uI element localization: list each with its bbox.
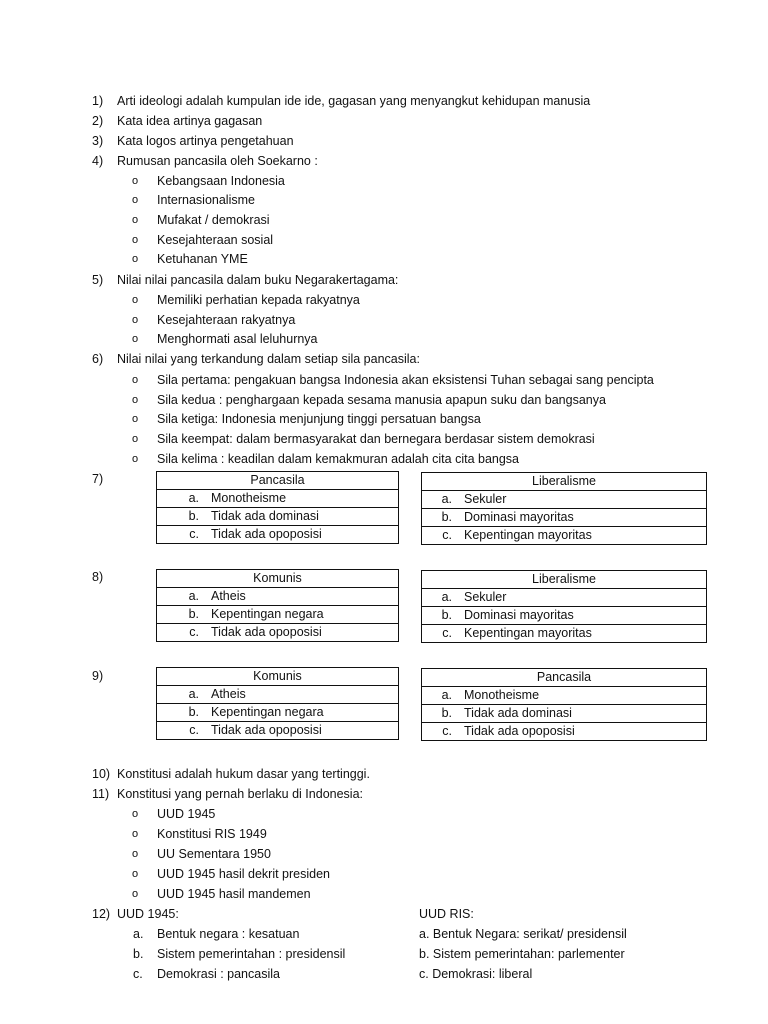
row-letter: b. bbox=[133, 947, 144, 961]
right-row-text: b. Sistem pemerintahan: parlementer bbox=[419, 947, 625, 961]
row-text: Kepentingan mayoritas bbox=[464, 528, 592, 542]
bullet-icon: o bbox=[132, 394, 139, 406]
item-number: 4) bbox=[92, 154, 104, 168]
table-row bbox=[422, 527, 707, 545]
table-row bbox=[422, 509, 707, 527]
item-text: Nilai nilai yang terkandung dalam setiap sila pancasila: bbox=[117, 352, 420, 366]
row-text: Tidak ada dominasi bbox=[211, 509, 319, 523]
table-row bbox=[157, 722, 399, 740]
item-text: Rumusan pancasila oleh Soekarno : bbox=[117, 154, 318, 168]
row-letter: a. bbox=[441, 492, 452, 506]
table-row bbox=[157, 704, 399, 722]
row-letter: a. bbox=[441, 590, 452, 604]
item-text: Arti ideologi adalah kumpulan ide ide, gagasan yang menyangkut kehidupan manusia bbox=[117, 94, 591, 108]
row-letter: c. bbox=[442, 528, 452, 542]
row-letter: b. bbox=[188, 607, 199, 621]
bullet-text: Ketuhanan YME bbox=[157, 252, 248, 266]
bullet-text: Sila keempat: dalam bermasyarakat dan bernegara berdasar sistem demokrasi bbox=[157, 432, 595, 446]
row-letter: c. bbox=[189, 527, 199, 541]
table-row bbox=[157, 606, 399, 624]
table-row bbox=[157, 526, 399, 544]
right-row-text: a. Bentuk Negara: serikat/ presidensil bbox=[419, 927, 627, 941]
comparison-table-right bbox=[421, 570, 707, 643]
comparison-table-right bbox=[421, 668, 707, 741]
row-text: Tidak ada opoposisi bbox=[211, 723, 322, 737]
row-text: Sistem pemerintahan : presidensil bbox=[157, 947, 346, 961]
row-text: Demokrasi : pancasila bbox=[157, 967, 280, 981]
bullet-text: Kesejahteraan rakyatnya bbox=[157, 313, 296, 327]
table-header: Pancasila bbox=[157, 472, 399, 490]
table-header: Pancasila bbox=[422, 669, 707, 687]
bullet-icon: o bbox=[132, 214, 139, 226]
bullet-text: Sila pertama: pengakuan bangsa Indonesia akan eksistensi Tuhan sebagai sang pencipta bbox=[157, 373, 654, 387]
bullet-text: Konstitusi RIS 1949 bbox=[157, 827, 267, 841]
row-text: Dominasi mayoritas bbox=[464, 510, 574, 524]
comparison-table-left bbox=[156, 569, 399, 642]
row-letter: b. bbox=[188, 509, 199, 523]
item-number: 10) bbox=[92, 767, 111, 781]
table-row bbox=[157, 686, 399, 704]
row-text: Bentuk negara : kesatuan bbox=[157, 927, 300, 941]
bullet-text: Internasionalisme bbox=[157, 193, 255, 207]
table-row bbox=[422, 589, 707, 607]
row-text: Tidak ada opoposisi bbox=[211, 625, 322, 639]
row-text: Kepentingan negara bbox=[211, 607, 324, 621]
item-number: 12) bbox=[92, 907, 111, 921]
bullet-icon: o bbox=[132, 848, 139, 860]
item-number: 11) bbox=[92, 787, 110, 801]
table-header: Liberalisme bbox=[422, 571, 707, 589]
row-letter: c. bbox=[189, 625, 199, 639]
table-row bbox=[422, 491, 707, 509]
bullet-text: Mufakat / demokrasi bbox=[157, 213, 270, 227]
bullet-text: UUD 1945 hasil dekrit presiden bbox=[157, 867, 331, 881]
row-text: Monotheisme bbox=[464, 688, 540, 702]
bullet-text: Sila kelima : keadilan dalam kemakmuran adalah cita cita bangsa bbox=[157, 452, 519, 466]
row-letter: b. bbox=[188, 705, 199, 719]
right-row-text: c. Demokrasi: liberal bbox=[419, 967, 533, 981]
row-text: Tidak ada opoposisi bbox=[211, 527, 322, 541]
row-text: Monotheisme bbox=[211, 491, 287, 505]
bullet-text: Sila ketiga: Indonesia menjunjung tinggi persatuan bangsa bbox=[157, 412, 481, 426]
row-letter: a. bbox=[188, 589, 199, 603]
bullet-text: UUD 1945 bbox=[157, 807, 216, 821]
row-text: Sekuler bbox=[464, 590, 507, 604]
item-number: 1) bbox=[92, 94, 104, 108]
row-text: Tidak ada opoposisi bbox=[464, 724, 575, 738]
bullet-icon: o bbox=[132, 194, 139, 206]
bullet-text: UU Sementara 1950 bbox=[157, 847, 271, 861]
bullet-icon: o bbox=[132, 175, 139, 187]
bullet-text: Kebangsaan Indonesia bbox=[157, 174, 285, 188]
bullet-text: Sila kedua : penghargaan kepada sesama manusia apapun suku dan bangsanya bbox=[157, 393, 606, 407]
item-text: UUD 1945: bbox=[117, 907, 179, 921]
row-letter: c. bbox=[133, 967, 143, 981]
bullet-icon: o bbox=[132, 234, 139, 246]
table-row bbox=[157, 490, 399, 508]
row-letter: c. bbox=[442, 626, 452, 640]
bullet-icon: o bbox=[132, 294, 139, 306]
bullet-icon: o bbox=[132, 888, 139, 900]
table-row bbox=[422, 723, 707, 741]
item-text: Konstitusi adalah hukum dasar yang tertinggi. bbox=[117, 767, 370, 781]
right-column-title: UUD RIS: bbox=[419, 907, 474, 921]
comparison-table-left bbox=[156, 471, 399, 544]
row-text: Kepentingan mayoritas bbox=[464, 626, 592, 640]
comparison-table-right bbox=[421, 472, 707, 545]
bullet-text: Kesejahteraan sosial bbox=[157, 233, 274, 247]
row-letter: b. bbox=[441, 608, 452, 622]
row-text: Sekuler bbox=[464, 492, 507, 506]
bullet-text: UUD 1945 hasil mandemen bbox=[157, 887, 311, 901]
bullet-icon: o bbox=[132, 433, 139, 445]
item-text: Konstitusi yang pernah berlaku di Indonesia: bbox=[117, 787, 363, 801]
item-number: 6) bbox=[92, 352, 104, 366]
row-text: Kepentingan negara bbox=[211, 705, 324, 719]
row-text: Dominasi mayoritas bbox=[464, 608, 574, 622]
bullet-icon: o bbox=[132, 333, 139, 345]
table-row bbox=[157, 508, 399, 526]
item-number: 8) bbox=[92, 570, 104, 584]
bullet-icon: o bbox=[132, 453, 139, 465]
bullet-icon: o bbox=[132, 314, 139, 326]
bullet-icon: o bbox=[132, 253, 139, 265]
item-text: Nilai nilai pancasila dalam buku Negarakertagama: bbox=[117, 273, 399, 287]
item-text: Kata logos artinya pengetahuan bbox=[117, 134, 294, 148]
row-letter: c. bbox=[442, 724, 452, 738]
item-text: Kata idea artinya gagasan bbox=[117, 114, 263, 128]
table-row bbox=[422, 687, 707, 705]
row-text: Atheis bbox=[211, 687, 246, 701]
item-number: 5) bbox=[92, 273, 104, 287]
table-row bbox=[422, 625, 707, 643]
row-letter: a. bbox=[188, 491, 199, 505]
row-text: Atheis bbox=[211, 589, 246, 603]
row-letter: a. bbox=[133, 927, 144, 941]
row-text: Tidak ada dominasi bbox=[464, 706, 572, 720]
row-letter: a. bbox=[188, 687, 199, 701]
row-letter: b. bbox=[441, 510, 452, 524]
table-header: Komunis bbox=[157, 668, 399, 686]
row-letter: a. bbox=[441, 688, 452, 702]
item-number: 9) bbox=[92, 669, 104, 683]
table-row bbox=[157, 588, 399, 606]
table-header: Komunis bbox=[157, 570, 399, 588]
item-number: 3) bbox=[92, 134, 104, 148]
bullet-icon: o bbox=[132, 808, 139, 820]
bullet-icon: o bbox=[132, 374, 139, 386]
comparison-table-left bbox=[156, 667, 399, 740]
table-row bbox=[422, 607, 707, 625]
table-row bbox=[422, 705, 707, 723]
table-header: Liberalisme bbox=[422, 473, 707, 491]
bullet-icon: o bbox=[132, 828, 139, 840]
bullet-icon: o bbox=[132, 413, 139, 425]
item-number: 7) bbox=[92, 472, 104, 486]
row-letter: b. bbox=[441, 706, 452, 720]
bullet-text: Menghormati asal leluhurnya bbox=[157, 332, 318, 346]
table-row bbox=[157, 624, 399, 642]
row-letter: c. bbox=[189, 723, 199, 737]
bullet-icon: o bbox=[132, 868, 139, 880]
item-number: 2) bbox=[92, 114, 104, 128]
bullet-text: Memiliki perhatian kepada rakyatnya bbox=[157, 293, 360, 307]
